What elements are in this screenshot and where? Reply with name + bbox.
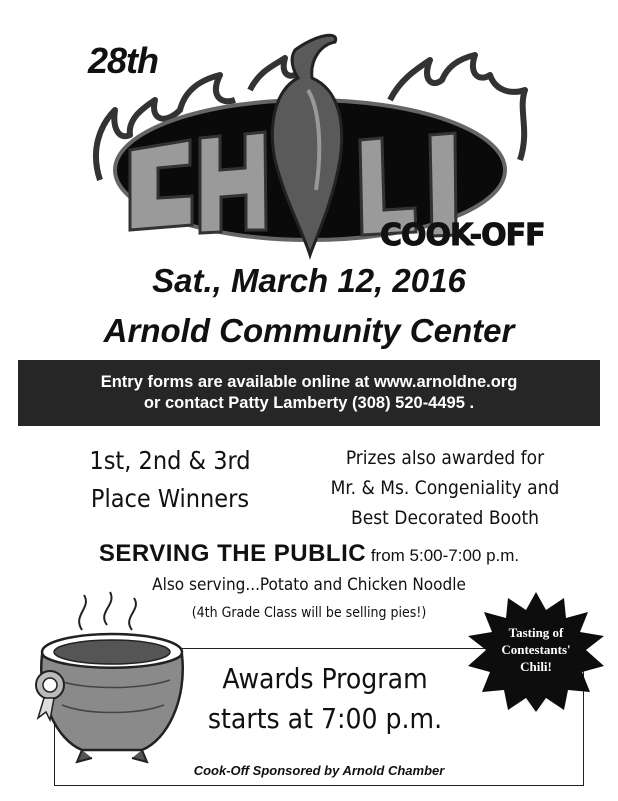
sponsor-line: Cook-Off Sponsored by Arnold Chamber bbox=[193, 763, 445, 778]
entry-info-banner bbox=[18, 360, 600, 426]
prizes-line-3: Best Decorated Booth bbox=[351, 507, 539, 529]
winners-block bbox=[60, 442, 280, 518]
awards-title: Awards Program bbox=[222, 662, 428, 695]
tasting-line-1: Tasting of bbox=[508, 625, 564, 640]
serving-line bbox=[0, 540, 618, 568]
pies-note: (4th Grade Class will be selling pies!) bbox=[191, 605, 427, 621]
event-venue: Arnold Community Center bbox=[103, 312, 515, 349]
tasting-line-2: Contestants' bbox=[501, 642, 571, 657]
winners-line-2: Place Winners bbox=[90, 484, 250, 513]
awards-time: starts at 7:00 p.m. bbox=[207, 702, 443, 735]
serving-time: from 5:00-7:00 p.m. bbox=[366, 546, 520, 565]
also-serving: Also serving...Potato and Chicken Noodle bbox=[152, 575, 466, 595]
tasting-text bbox=[482, 624, 590, 675]
cook-off-subtitle: COOK-OFF bbox=[380, 218, 545, 253]
event-date: Sat., March 12, 2016 bbox=[152, 262, 466, 299]
edition-label: 28th bbox=[88, 40, 159, 81]
tasting-line-3: Chili! bbox=[520, 659, 552, 674]
prizes-line-1: Prizes also awarded for bbox=[345, 447, 545, 469]
prizes-line-2: Mr. & Ms. Congeniality and bbox=[330, 477, 560, 499]
banner-line-1: Entry forms are available online at www.arnoldne.org bbox=[100, 373, 518, 391]
prizes-block bbox=[300, 443, 590, 533]
banner-line-2: or contact Patty Lamberty (308) 520-4495 . bbox=[143, 394, 475, 412]
serving-headline: SERVING THE PUBLIC bbox=[98, 540, 367, 567]
chili-pot-icon bbox=[22, 590, 192, 765]
winners-line-1: 1st, 2nd & 3rd bbox=[89, 446, 251, 475]
